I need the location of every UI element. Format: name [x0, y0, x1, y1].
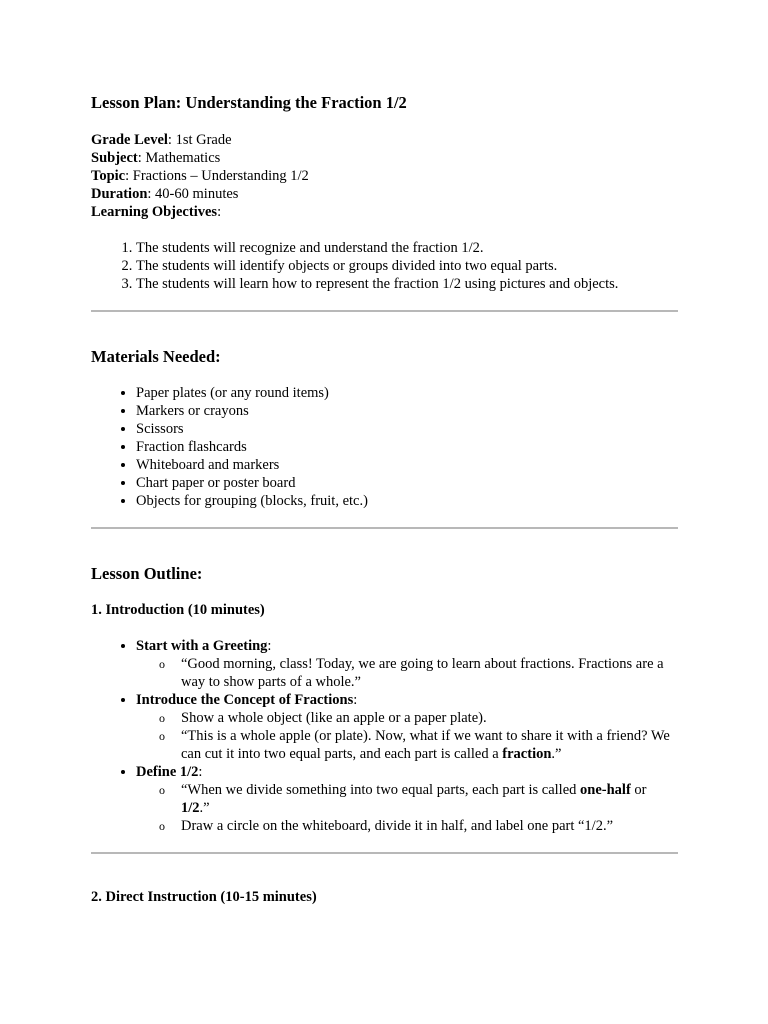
- duration-value: : 40-60 minutes: [147, 186, 239, 202]
- topic-label: Topic: [91, 168, 126, 184]
- materials-list: [91, 384, 678, 510]
- material-item: • Whiteboard and markers: [136, 456, 678, 474]
- define-item: [136, 763, 678, 835]
- define-colon: :: [198, 764, 203, 780]
- material-item: • Objects for grouping (blocks, fruit, etc.): [136, 492, 678, 510]
- section-divider: [91, 852, 678, 854]
- objectives-colon: :: [217, 204, 222, 220]
- define-label: Define 1/2: [136, 764, 199, 780]
- grade-level-label: Grade Level: [91, 132, 168, 148]
- greeting-label: Start with a Greeting: [136, 638, 268, 654]
- greeting-colon: :: [267, 638, 272, 654]
- concept-subitem: [181, 727, 678, 763]
- materials-heading: Materials Needed:: [91, 347, 221, 366]
- greeting-item: [136, 637, 678, 691]
- objectives-line: [91, 203, 678, 221]
- material-item: • Scissors: [136, 420, 678, 438]
- introduction-list: [91, 637, 678, 835]
- duration-line: [91, 185, 678, 203]
- greeting-text: o “Good morning, class! Today, we are going to learn about fractions. Fractions are a way to show parts of a whole.”: [181, 655, 678, 691]
- objectives-list: [91, 239, 678, 293]
- define-subitem-or: or: [630, 782, 647, 798]
- outline-heading: Lesson Outline:: [91, 564, 203, 583]
- material-item: • Chart paper or poster board: [136, 474, 678, 492]
- section-divider: [91, 310, 678, 312]
- concept-subitem-text: “This is a whole apple (or plate). Now, what if we want to share it with a friend? We can cut it into two equal parts, and each part is called a: [181, 728, 670, 762]
- one-half-term: one-half: [580, 782, 631, 798]
- subject-value: : Mathematics: [137, 150, 221, 166]
- concept-subitem-end: .”: [551, 746, 562, 762]
- direct-instruction-heading: 2. Direct Instruction (10-15 minutes): [91, 889, 317, 905]
- concept-item: [136, 691, 678, 763]
- fraction-term: fraction: [502, 746, 552, 762]
- topic-line: [91, 167, 678, 185]
- topic-value: : Fractions – Understanding 1/2: [125, 168, 309, 184]
- material-item: • Markers or crayons: [136, 402, 678, 420]
- define-subitem-text: “When we divide something into two equal parts, each part is called: [181, 782, 581, 798]
- greeting-sublist: [136, 655, 678, 691]
- concept-colon: :: [353, 692, 358, 708]
- subject-line: [91, 149, 678, 167]
- document-page: [91, 92, 678, 906]
- grade-level-value: : 1st Grade: [167, 132, 232, 148]
- objective-item: 2. The students will identify objects or groups divided into two equal parts.: [136, 257, 678, 275]
- define-subitem: [181, 781, 678, 817]
- introduction-heading: 1. Introduction (10 minutes): [91, 602, 265, 618]
- material-item: • Paper plates (or any round items): [136, 384, 678, 402]
- duration-label: Duration: [91, 186, 148, 202]
- define-subitem: o Draw a circle on the whiteboard, divide it in half, and label one part “1/2.”: [181, 817, 678, 835]
- material-item: • Fraction flashcards: [136, 438, 678, 456]
- objectives-label: Learning Objectives: [91, 204, 218, 220]
- define-subitem-end: .”: [199, 800, 210, 816]
- objective-item: 1. The students will recognize and understand the fraction 1/2.: [136, 239, 678, 257]
- subject-label: Subject: [91, 150, 138, 166]
- section-divider: [91, 527, 678, 529]
- document-title: Lesson Plan: Understanding the Fraction 1/2: [91, 93, 407, 112]
- objective-item: 3. The students will learn how to represent the fraction 1/2 using pictures and objects.: [136, 275, 678, 293]
- define-sublist: [136, 781, 678, 835]
- grade-level-line: [91, 131, 678, 149]
- half-fraction-term: 1/2: [181, 800, 200, 816]
- concept-subitem: o Show a whole object (like an apple or a paper plate).: [181, 709, 678, 727]
- concept-label: Introduce the Concept of Fractions: [136, 692, 354, 708]
- concept-sublist: [136, 709, 678, 763]
